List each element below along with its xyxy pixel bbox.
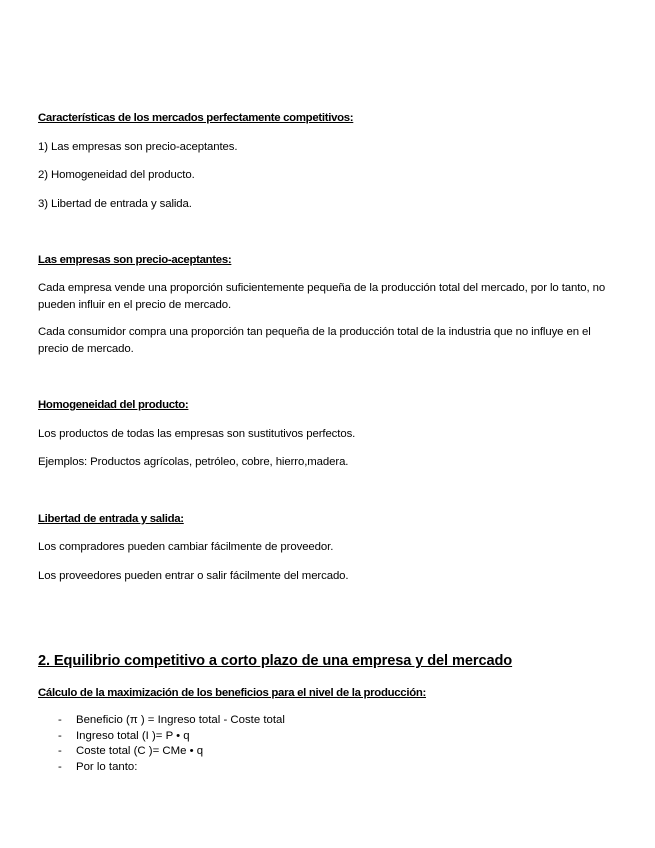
entry-exit-heading: Libertad de entrada y salida: [38,513,184,525]
list-item [58,760,285,776]
list-item [58,744,285,760]
homogeneity-paragraph: Los productos de todas las empresas son sustitutivos perfectos. [38,428,356,440]
list-item-text: Beneficio (π ) = Ingreso total - Coste total [76,714,285,726]
entry-exit-paragraph: Los proveedores pueden entrar o salir fácilmente del mercado. [38,570,349,582]
price-takers-paragraph: Cada empresa vende una proporción suficientemente pequeña de la producción total del mercado, por lo tanto, no pueden influir en el precio de mercado. [38,282,606,311]
list-item-text: Ingreso total (I )= P • q [76,729,190,742]
bullet-dash: - [58,745,62,758]
bullet-dash: - [58,760,62,773]
list-item-text: Por lo tanto: [76,760,138,773]
entry-exit-paragraph: Los compradores pueden cambiar fácilmente de proveedor. [38,541,334,553]
characteristics-heading: Características de los mercados perfectamente competitivos: [38,112,354,124]
profit-max-subheading: Cálculo de la maximización de los beneficios para el nivel de la producción: [38,687,427,699]
formula-list [58,713,285,775]
price-takers-paragraph: Cada consumidor compra una proporción tan pequeña de la producción total de la industria que no influye en el precio de mercado. [38,326,591,355]
bullet-dash: - [58,714,62,726]
list-item-text: Coste total (C )= CMe • q [76,745,204,758]
characteristic-item: 3) Libertad de entrada y salida. [38,198,192,210]
characteristic-item: 1) Las empresas son precio-aceptantes. [38,141,238,153]
homogeneity-heading: Homogeneidad del producto: [38,399,189,411]
homogeneity-paragraph: Ejemplos: Productos agrícolas, petróleo, cobre, hierro,madera. [38,456,349,468]
characteristic-item: 2) Homogeneidad del producto. [38,169,195,181]
list-item [58,713,285,729]
list-item [58,729,285,745]
bullet-dash: - [58,729,62,742]
section-2-title: 2. Equilibrio competitivo a corto plazo de una empresa y del mercado [38,653,513,669]
price-takers-heading: Las empresas son precio-aceptantes: [38,254,232,266]
